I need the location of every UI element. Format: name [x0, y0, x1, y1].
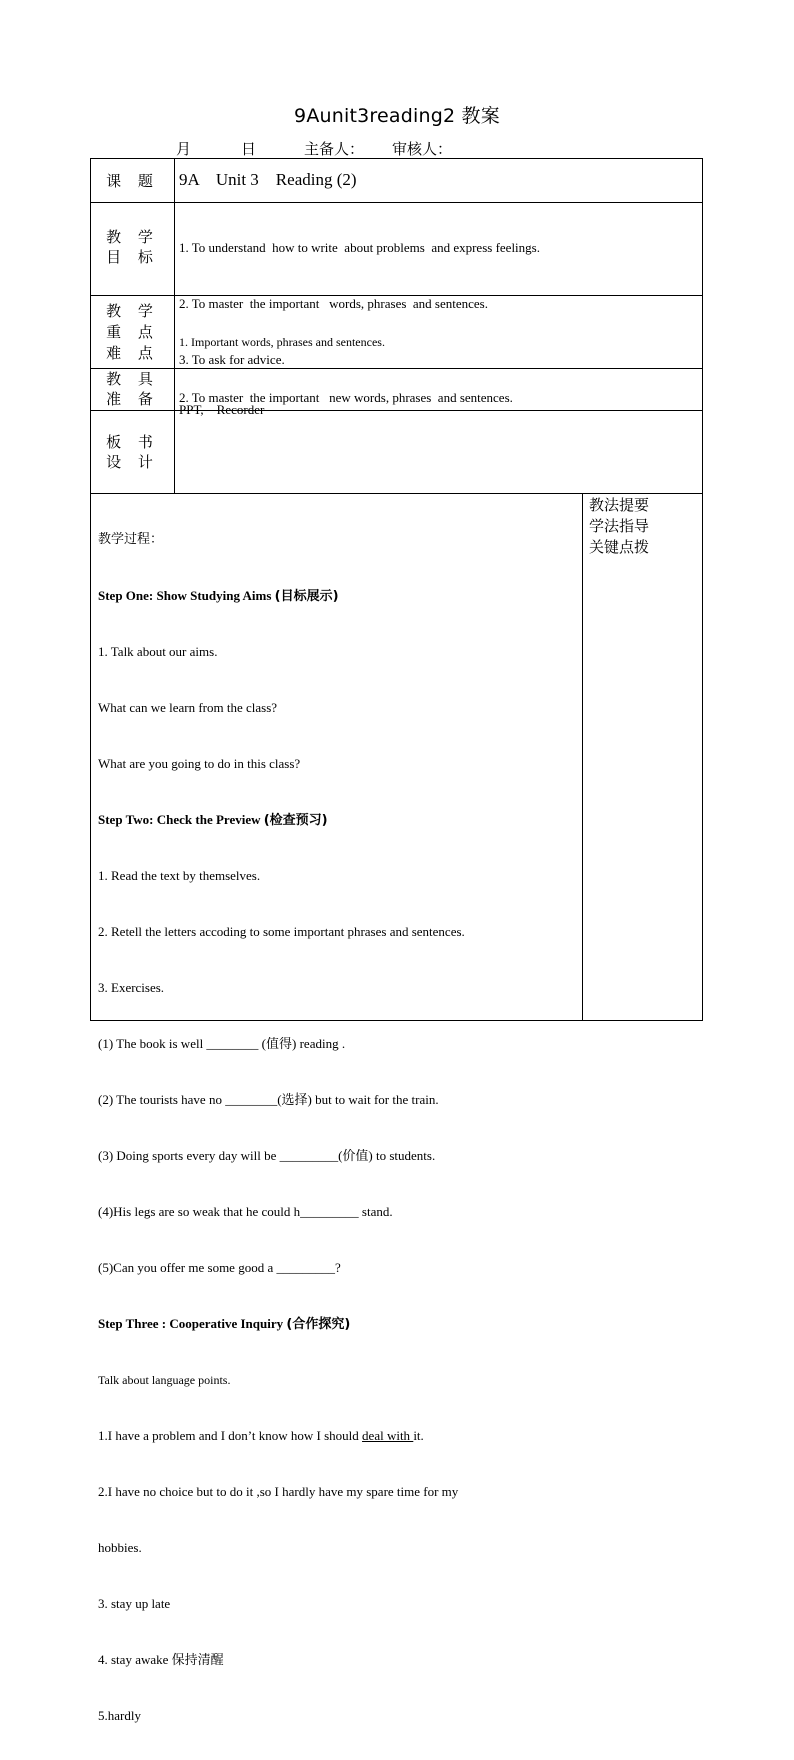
list-item: 1. Important words, phrases and sentences. — [179, 335, 385, 349]
list-item: 2. To master the important new words, phrases and sentences. — [179, 390, 513, 405]
process-heading: 教学过程： — [98, 532, 164, 547]
list-item: 1. Read the text by themselves. — [98, 868, 261, 883]
list-item: 4. stay awake 保持清醒 — [98, 1652, 224, 1667]
list-item: 5.hardly — [98, 1708, 141, 1723]
row-divider — [91, 202, 702, 203]
list-item: 1.I have a problem and I don’t know how I should deal with it. — [98, 1428, 424, 1443]
exercise-item: (1) The book is well ________ (值得) reading . — [98, 1036, 346, 1051]
column-divider — [174, 159, 175, 493]
side-note: 学法指导 — [589, 517, 650, 535]
lesson-plan-table — [90, 158, 703, 1723]
exercise-item: (3) Doing sports every day will be _________(价值) to students. — [98, 1148, 436, 1163]
list-item: 1. To understand how to write about problems and express feelings. — [179, 240, 540, 255]
key-points-label: 教 学 重 点 难 点 — [106, 302, 159, 362]
objectives-label: 教 学 目 标 — [106, 228, 159, 266]
list-item: 3. stay up late — [98, 1596, 171, 1611]
exercise-item: (2) The tourists have no ________(选择) but to wait for the train. — [98, 1092, 439, 1107]
preparer-label: 主备人： — [304, 140, 365, 158]
step-one-heading: Step One: Show Studying Aims (目标展示) — [98, 588, 339, 604]
day-label: 日 — [241, 140, 257, 158]
tools-value: PPT, Recorder — [179, 402, 265, 417]
list-item: 2. Retell the letters accoding to some important phrases and sentences. — [98, 924, 465, 939]
list-item: hobbies. — [98, 1540, 142, 1555]
side-notes-column — [91, 493, 704, 1021]
list-item: What can we learn from the class? — [98, 700, 278, 715]
course-value: 9A Unit 3 Reading (2) — [179, 170, 357, 189]
course-label: 课 题 — [106, 172, 159, 190]
list-item: 3. To ask for advice. — [179, 352, 285, 367]
side-note: 教法提要 — [589, 496, 650, 514]
step-three-heading: Step Three : Cooperative Inquiry (合作探究) — [98, 1316, 351, 1332]
exercise-item: (5)Can you offer me some good a _________? — [98, 1260, 341, 1275]
list-item: 2.I have no choice but to do it ,so I hardly have my spare time for my — [98, 1484, 459, 1499]
month-label: 月 — [176, 140, 192, 158]
list-item: 1. Talk about our aims. — [98, 644, 218, 659]
exercise-item: (4)His legs are so weak that he could h_________ stand. — [98, 1204, 393, 1219]
list-item: 2. To master the important words, phrases and sentences. — [179, 296, 488, 311]
page-title: 9Aunit3reading2 教案 — [294, 105, 500, 127]
board-design-label: 板 书 设 计 — [106, 433, 159, 471]
underlined-phrase: deal with — [362, 1428, 414, 1443]
list-item: Talk about language points. — [98, 1373, 231, 1387]
step-two-heading: Step Two: Check the Preview (检查预习) — [98, 812, 328, 828]
reviewer-label: 审核人： — [392, 140, 453, 158]
tools-label: 教 具 准 备 — [106, 370, 159, 408]
side-note: 关键点拨 — [589, 538, 650, 556]
list-item: What are you going to do in this class? — [98, 756, 301, 771]
list-item: 3. Exercises. — [98, 980, 165, 995]
